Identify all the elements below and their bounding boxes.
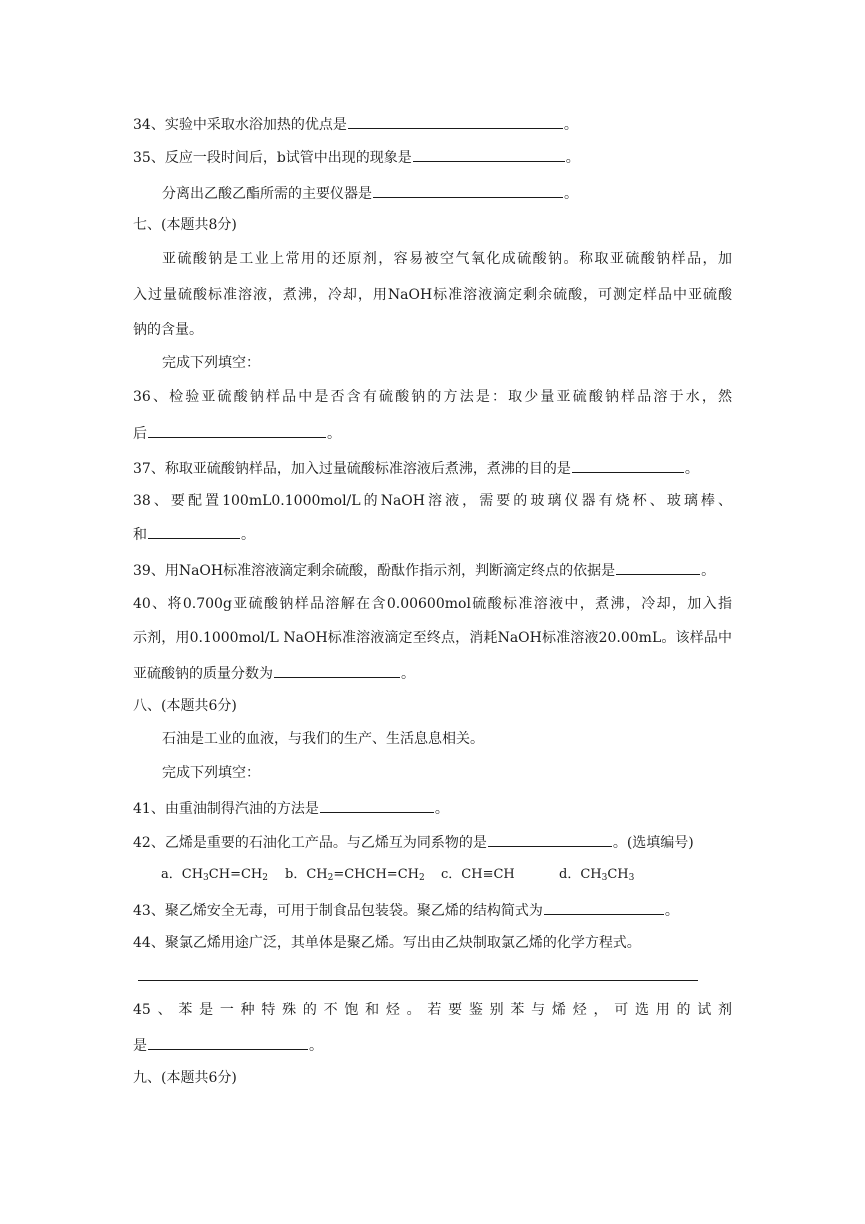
question-38-line-2	[133, 523, 255, 543]
question-text: 分离出乙酸乙酯所需的主要仪器是	[162, 186, 372, 202]
answer-blank[interactable]	[488, 831, 612, 847]
question-40-line-1: 40、将0.700g亚硫酸钠样品溶解在含0.00600mol硫酸标准溶液中，煮沸，冷却，加入指	[133, 596, 732, 612]
period: 。	[241, 527, 255, 543]
answer-blank[interactable]	[616, 559, 700, 575]
period: 。	[563, 117, 578, 133]
answer-blank[interactable]	[148, 422, 326, 438]
answer-blank[interactable]	[572, 457, 684, 473]
answer-blank[interactable]	[348, 113, 563, 129]
question-43	[133, 899, 679, 919]
period: 。	[434, 801, 449, 817]
question-41	[133, 797, 449, 817]
period: 。	[664, 903, 679, 919]
question-39	[133, 559, 715, 579]
question-text: 亚硫酸钠的质量分数为	[133, 666, 273, 682]
question-45-line-2	[133, 1034, 323, 1054]
question-34	[133, 113, 578, 133]
question-38-line-1: 38、要配置100mL0.1000mol/L的NaOH溶液，需要的玻璃仪器有烧杯、玻璃棒、	[133, 493, 732, 509]
period: 。	[684, 461, 699, 477]
question-36-line-2	[133, 422, 341, 442]
question-text: 42、乙烯是重要的石油化工产品。与乙烯互为同系物的是	[133, 835, 487, 851]
question-42-options	[161, 865, 634, 885]
section-9-title: 九、(本题共6分)	[133, 1070, 237, 1086]
question-text: 43、聚乙烯安全无毒，可用于制食品包装袋。聚乙烯的结构简式为	[133, 903, 543, 919]
answer-blank[interactable]	[373, 182, 563, 198]
answer-blank[interactable]	[320, 797, 434, 813]
question-text: 后	[133, 426, 147, 442]
question-40-line-3	[133, 662, 415, 682]
answer-blank[interactable]	[148, 523, 240, 539]
question-text: 39、用NaOH标准溶液滴定剩余硫酸，酚酞作指示剂，判断滴定终点的依据是	[133, 563, 616, 579]
option-c: c．CH≡CH	[441, 867, 515, 882]
answer-blank[interactable]	[544, 899, 664, 915]
question-text: 41、由重油制得汽油的方法是	[133, 801, 319, 817]
option-a: a．$CH_3CH=CH_2$	[161, 867, 268, 883]
question-text: 是	[133, 1038, 147, 1054]
section-7-title: 七、(本题共8分)	[133, 217, 237, 233]
question-45-line-1: 45、苯是一种特殊的不饱和烃。若要鉴别苯与烯烃，可选用的试剂	[133, 1002, 732, 1018]
section-7-intro-line-3: 钠的含量。	[133, 322, 203, 338]
question-number: 34、	[133, 117, 165, 133]
section-7-intro-line-1: 亚硫酸钠是工业上常用的还原剂，容易被空气氧化成硫酸钠。称取亚硫酸钠样品，加	[162, 251, 732, 267]
answer-blank[interactable]	[413, 146, 565, 162]
question-text: 实验中采取水浴加热的优点是	[164, 117, 347, 133]
question-suffix: 。(选填编号)	[612, 835, 694, 851]
question-text: 反应一段时间后，b试管中出现的现象是	[164, 150, 412, 166]
section-8-title: 八、(本题共6分)	[133, 698, 237, 714]
option-d: d．$CH_3CH_3$	[559, 867, 635, 883]
answer-blank[interactable]	[148, 1034, 308, 1050]
question-42	[133, 831, 694, 851]
fill-instruction-7: 完成下列填空：	[162, 355, 260, 371]
option-b: b．$CH_2=CHCH=CH_2$	[285, 867, 425, 883]
question-36-line-1: 36、检验亚硫酸钠样品中是否含有硫酸钠的方法是：取少量亚硫酸钠样品溶于水，然	[133, 389, 732, 405]
period: 。	[401, 666, 415, 682]
section-8-intro: 石油是工业的血液，与我们的生产、生活息息相关。	[162, 731, 484, 747]
question-text: 和	[133, 527, 147, 543]
period: 。	[701, 563, 716, 579]
question-text: 37、称取亚硫酸钠样品，加入过量硫酸标准溶液后煮沸，煮沸的目的是	[133, 461, 571, 477]
question-40-line-2: 示剂，用0.1000mol/L NaOH标准溶液滴定至终点，消耗NaOH标准溶液20.00mL。该样品中	[133, 630, 732, 646]
section-7-intro-line-2: 入过量硫酸标准溶液，煮沸，冷却，用NaOH标准溶液滴定剩余硫酸，可测定样品中亚硫酸	[133, 287, 732, 303]
period: 。	[309, 1038, 323, 1054]
fill-instruction-8: 完成下列填空：	[162, 765, 260, 781]
answer-blank[interactable]	[274, 662, 400, 678]
answer-line-44[interactable]	[138, 980, 698, 981]
period: 。	[565, 150, 580, 166]
question-35	[133, 146, 580, 166]
period: 。	[564, 186, 578, 202]
question-number: 35、	[133, 150, 165, 166]
question-35-part-b	[162, 182, 578, 202]
question-44: 44、聚氯乙烯用途广泛，其单体是聚乙烯。写出由乙炔制取氯乙烯的化学方程式。	[133, 935, 641, 951]
question-37	[133, 457, 699, 477]
period: 。	[327, 426, 341, 442]
